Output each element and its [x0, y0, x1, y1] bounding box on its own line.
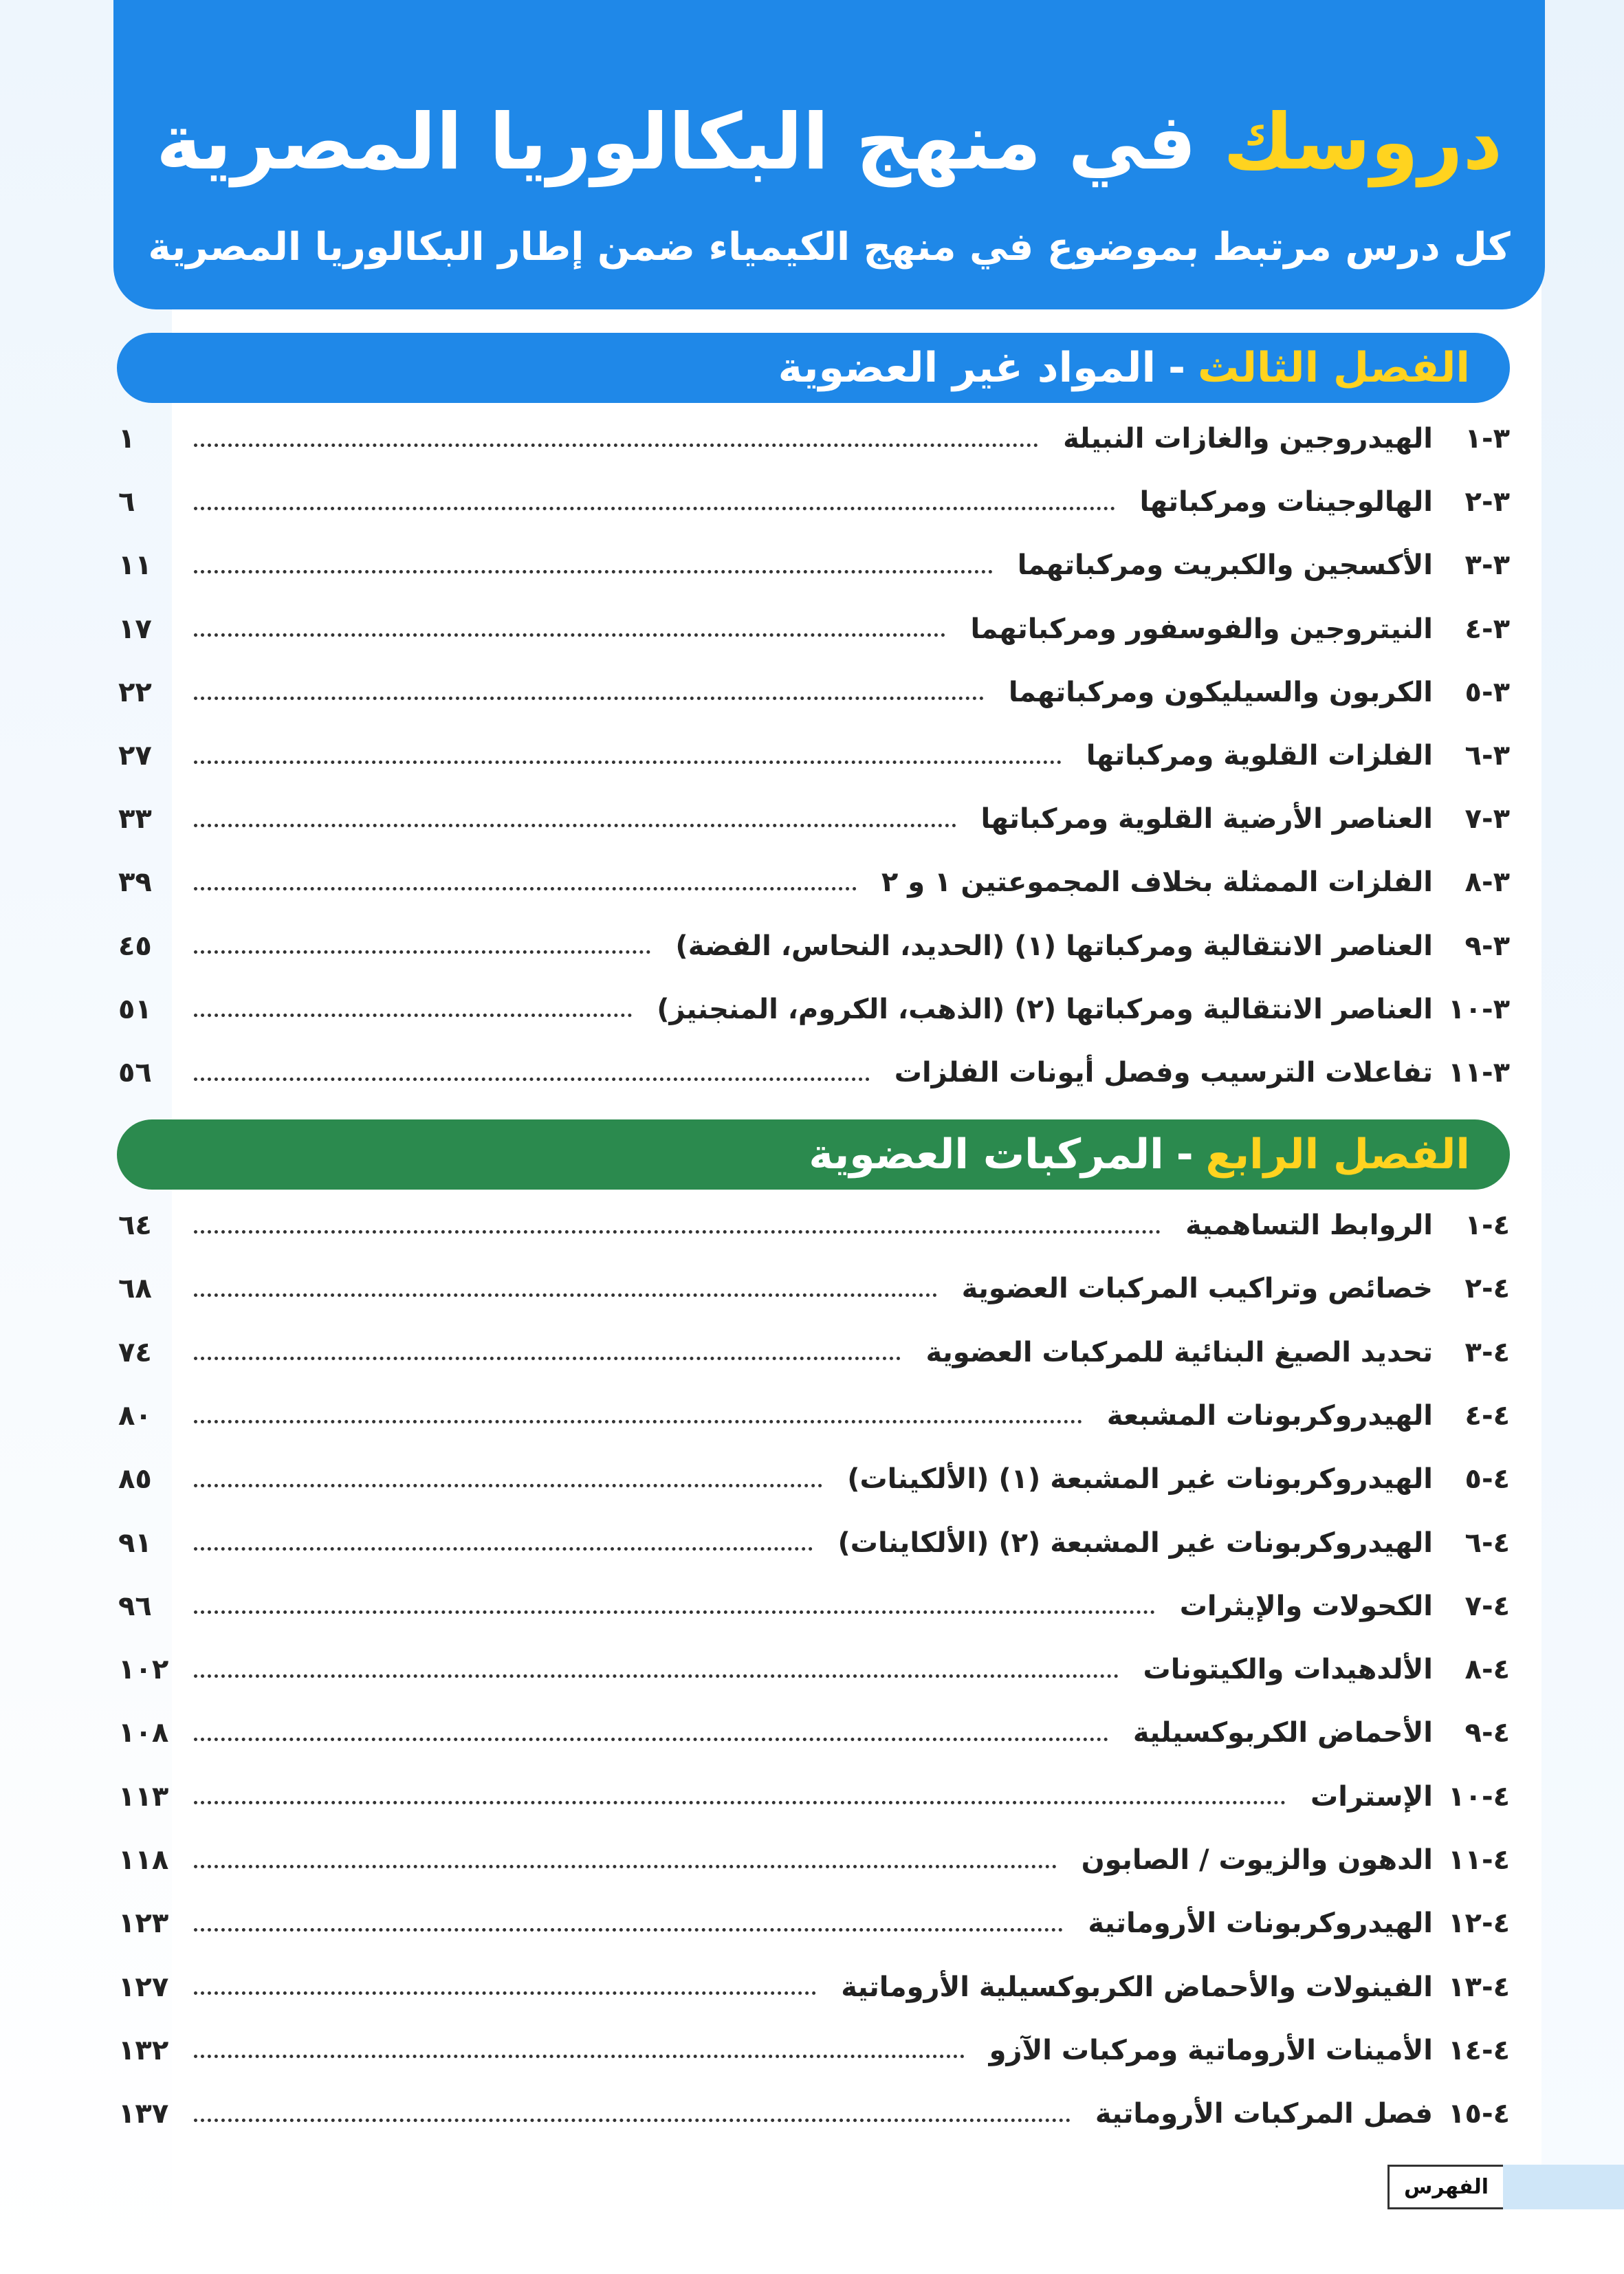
toc-entry-page: ٨٠: [118, 1399, 152, 1432]
toc-entry[interactable]: [117, 1391, 1510, 1441]
toc-entry-title: العناصر الأرضية القلوية ومركباتها: [980, 803, 1433, 835]
toc-entry-page: ١١: [118, 549, 152, 582]
toc-entry-page: ١٠٢: [118, 1654, 169, 1686]
toc-entry-number: ٣-١: [1464, 423, 1510, 455]
toc-entry-number: ٤-٥: [1464, 1463, 1510, 1496]
toc-entry-page: ١١٣: [118, 1780, 169, 1813]
toc-entry[interactable]: [117, 414, 1510, 463]
toc-dot-leader: [194, 1078, 870, 1081]
chapter-separator: -: [1168, 344, 1185, 392]
toc-entry-page: ١١٨: [118, 1844, 169, 1876]
toc-entry-page: ٨٥: [118, 1463, 152, 1496]
toc-entry-page: ٢٧: [118, 740, 152, 772]
toc-dot-leader: [194, 1357, 901, 1360]
toc-entry-page: ١٠٨: [118, 1717, 169, 1749]
toc-dot-leader: [194, 1420, 1082, 1423]
toc-entry-number: ٤-١١: [1448, 1844, 1510, 1876]
toc-dot-leader: [194, 887, 857, 890]
toc-entry-title: العناصر الانتقالية ومركباتها (٢) (الذهب، الكروم، المنجنيز): [657, 993, 1433, 1025]
toc-dot-leader: [194, 1293, 937, 1297]
toc-dot-leader: [194, 2119, 1071, 2122]
chapter-heading-3: [117, 333, 1510, 403]
toc-entry-number: ٤-١٥: [1448, 2098, 1510, 2130]
toc-entry-number: ٣-٧: [1464, 803, 1510, 835]
toc-entry-number: ٤-٢: [1464, 1273, 1510, 1305]
toc-entry-page: ٦: [118, 486, 135, 518]
toc-dot-leader: [194, 1610, 1155, 1614]
toc-dot-leader: [194, 570, 993, 573]
toc-dot-leader: [194, 507, 1115, 510]
toc-entry-title: الدهون والزيوت / الصابون: [1081, 1844, 1433, 1876]
toc-dot-leader: [194, 1738, 1108, 1741]
toc-entry-page: ١: [118, 423, 135, 455]
chapter-separator: -: [1176, 1130, 1194, 1179]
toc-entry-number: ٤-٤: [1464, 1399, 1510, 1432]
toc-entry[interactable]: [117, 731, 1510, 780]
toc-dot-leader: [194, 2055, 965, 2058]
toc-entry-number: ٤-١: [1464, 1210, 1510, 1241]
toc-entry-page: ٥٦: [118, 1057, 152, 1089]
toc-entry-title: الكربون والسيليكون ومركباتهما: [1008, 676, 1433, 708]
toc-entry-title: الهالوجينات ومركباتها: [1139, 486, 1433, 518]
toc-entry-number: ٣-٢: [1464, 486, 1510, 518]
toc-entry-page: ٤٥: [118, 930, 152, 962]
toc-entry-number: ٣-١٠: [1448, 993, 1510, 1025]
page-subtitle: كل درس مرتبط بموضوع في منهج الكيمياء ضمن إطار البكالوريا المصرية: [148, 225, 1511, 270]
toc-entry[interactable]: [117, 921, 1510, 971]
toc-entry[interactable]: [117, 1772, 1510, 1822]
toc-dot-leader: [194, 444, 1038, 447]
toc-entry-page: ٩٦: [118, 1590, 152, 1622]
toc-dot-leader: [194, 1014, 632, 1017]
toc-dot-leader: [194, 950, 650, 954]
toc-entry-number: ٤-١٤: [1448, 2034, 1510, 2066]
toc-dot-leader: [194, 633, 945, 637]
toc-entry[interactable]: [117, 668, 1510, 717]
toc-entry-title: تفاعلات الترسيب وفصل أيونات الفلزات: [894, 1057, 1433, 1089]
footer-index-label: الفهرس: [1387, 2165, 1503, 2209]
page-title: [113, 91, 1545, 194]
toc-entry-number: ٣-٩: [1464, 930, 1510, 962]
toc-entry[interactable]: [117, 2026, 1510, 2075]
toc-entry-number: ٣-١١: [1448, 1057, 1510, 1089]
chapter-label: الفصل الثالث: [1197, 344, 1470, 392]
toc-entry[interactable]: [117, 1454, 1510, 1504]
toc-entry-title: الهيدروكربونات الأروماتية: [1088, 1907, 1433, 1940]
chapter-label: الفصل الرابع: [1205, 1130, 1470, 1179]
toc-entry[interactable]: [117, 540, 1510, 590]
toc-entry-number: ٤-١٠: [1448, 1780, 1510, 1813]
toc-entry-title: الفينولات والأحماض الكربوكسيلية الأروماتية: [841, 1971, 1433, 2003]
toc-entry-title: الأمينات الأروماتية ومركبات الآزو: [989, 2034, 1433, 2066]
toc-dot-leader: [194, 697, 984, 700]
toc-entry-number: ٤-٣: [1464, 1336, 1510, 1368]
toc-dot-leader: [194, 761, 1062, 764]
toc-entry-number: ٤-٧: [1464, 1590, 1510, 1622]
toc-entry-page: ٣٣: [118, 803, 152, 835]
toc-entry-title: الهيدروجين والغازات النبيلة: [1063, 423, 1433, 455]
toc-entry[interactable]: [117, 477, 1510, 527]
toc-entry-title: الأكسجين والكبريت ومركباتهما: [1017, 549, 1433, 582]
toc-entry-number: ٣-٥: [1464, 676, 1510, 708]
toc-entry-title: العناصر الانتقالية ومركباتها (١) (الحديد، النحاس، الفضة): [675, 930, 1433, 962]
toc-entry[interactable]: [117, 1645, 1510, 1694]
toc-entry[interactable]: [117, 794, 1510, 844]
toc-dot-leader: [194, 1674, 1119, 1678]
toc-entry-title: الفلزات الممثلة بخلاف المجموعتين ١ و ٢: [881, 866, 1433, 899]
toc-dot-leader: [194, 1484, 822, 1487]
toc-entry[interactable]: [117, 1201, 1510, 1250]
toc-entry[interactable]: [117, 1708, 1510, 1758]
toc-entry[interactable]: [117, 857, 1510, 907]
toc-entry[interactable]: [117, 985, 1510, 1034]
toc-entry[interactable]: [117, 1582, 1510, 1631]
toc-entry-title: الكحولات والإيثرات: [1179, 1590, 1433, 1622]
toc-entry-title: تحديد الصيغ البنائية للمركبات العضوية: [925, 1336, 1433, 1368]
toc-entry-page: ٣٩: [118, 866, 152, 899]
toc-entry-title: الهيدروكربونات المشبعة: [1106, 1399, 1433, 1432]
toc-entry[interactable]: [117, 1048, 1510, 1097]
toc-entry[interactable]: [117, 1328, 1510, 1377]
toc-entry-number: ٣-٦: [1464, 740, 1510, 772]
toc-entry-page: ١٧: [118, 613, 152, 645]
toc-entry-title: فصل المركبات الأروماتية: [1095, 2098, 1433, 2130]
toc-entry[interactable]: [117, 1835, 1510, 1885]
chapter-title: المركبات العضوية: [809, 1130, 1164, 1179]
toc-entry-page: ٥١: [118, 993, 152, 1025]
toc-entry-title: خصائص وتراكيب المركبات العضوية: [961, 1273, 1433, 1305]
toc-entry-title: الهيدروكربونات غير المشبعة (١) (الألكينات): [847, 1463, 1433, 1496]
toc-entry[interactable]: [117, 1963, 1510, 2012]
toc-entry-number: ٤-٩: [1464, 1717, 1510, 1749]
toc-dot-leader: [194, 1865, 1057, 1868]
page-title-accent: دروسك: [1223, 98, 1503, 187]
toc-dot-leader: [194, 1991, 816, 1995]
toc-entry-page: ١٣٢: [118, 2034, 169, 2066]
toc-entry-title: الروابط التساهمية: [1185, 1210, 1433, 1241]
chapter-title: المواد غير العضوية: [778, 344, 1156, 392]
toc-dot-leader: [194, 1230, 1161, 1234]
toc-entry-page: ١٣٧: [118, 2098, 169, 2130]
toc-entry[interactable]: [117, 604, 1510, 654]
toc-entry[interactable]: [117, 1264, 1510, 1313]
toc-entry-page: ٩١: [118, 1527, 152, 1559]
toc-entry-number: ٤-٦: [1464, 1527, 1510, 1559]
toc-entry-title: الفلزات القلوية ومركباتها: [1086, 740, 1433, 772]
page-header: [113, 0, 1545, 309]
toc-dot-leader: [194, 1801, 1286, 1804]
toc-entry-number: ٤-٨: [1464, 1654, 1510, 1686]
toc-entry[interactable]: [117, 1518, 1510, 1568]
toc-entry[interactable]: [117, 1899, 1510, 1948]
toc-dot-leader: [194, 824, 956, 827]
page-background-right: [1541, 0, 1624, 2166]
toc-entry-page: ٢٢: [118, 676, 152, 708]
toc-entry-page: ١٢٣: [118, 1907, 169, 1940]
toc-entry-title: الإسترات: [1310, 1780, 1433, 1813]
toc-entry-page: ٦٨: [118, 1273, 152, 1305]
toc-entry-page: ٦٤: [118, 1210, 152, 1241]
toc-entry-number: ٤-١٢: [1448, 1907, 1510, 1940]
toc-entry-number: ٣-٨: [1464, 866, 1510, 899]
page-title-rest: في منهج البكالوريا المصرية: [155, 98, 1197, 187]
toc-entry-page: ١٢٧: [118, 1971, 169, 2003]
toc-entry-title: الأحماض الكربوكسيلية: [1132, 1717, 1433, 1749]
toc-entry-title: الألدهيدات والكيتونات: [1143, 1654, 1433, 1686]
toc-entry-number: ٣-٤: [1464, 613, 1510, 645]
toc-entry-number: ٤-١٣: [1448, 1971, 1510, 2003]
toc-entry-title: الهيدروكربونات غير المشبعة (٢) (الألكاينات): [837, 1527, 1433, 1559]
toc-entry[interactable]: [117, 2089, 1510, 2139]
toc-dot-leader: [194, 1547, 813, 1551]
toc-entry-number: ٣-٣: [1464, 549, 1510, 582]
toc-entry-page: ٧٤: [118, 1336, 152, 1368]
toc-dot-leader: [194, 1928, 1063, 1932]
toc-entry-title: النيتروجين والفوسفور ومركباتهما: [970, 613, 1433, 645]
chapter-heading-4: [117, 1119, 1510, 1190]
